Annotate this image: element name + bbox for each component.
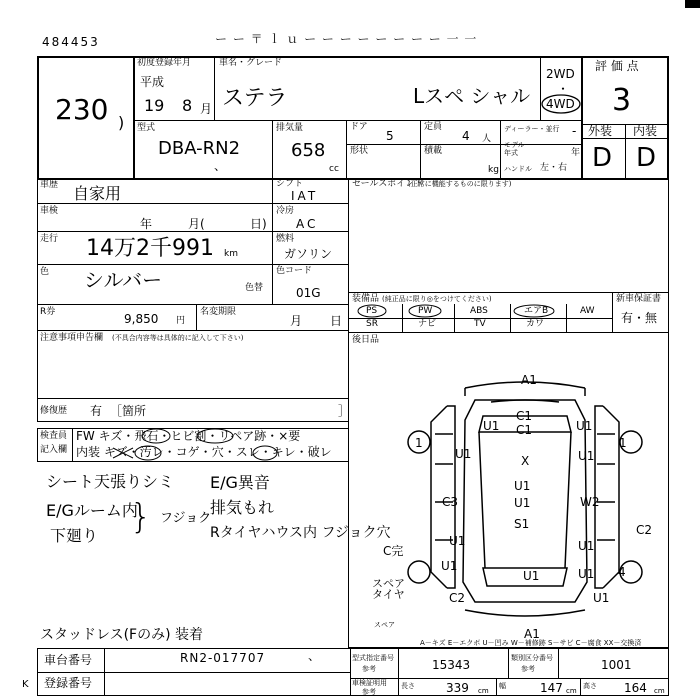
car-grade: Lスペ シャル (413, 84, 531, 108)
mark-left-fender: U1 (483, 419, 500, 433)
height-label: 高さ (583, 682, 597, 690)
first-reg-year: 19 (144, 96, 165, 115)
equipment-sub: (純正品に限り◎をつけてください) (382, 295, 492, 303)
equipment-circles (348, 303, 612, 319)
interior-grade: D (636, 143, 657, 173)
damage-legend: A－キズ E－エクボ U－凹み W－補修跡 S－サビ C－腐食 XX－交換済 (420, 639, 642, 647)
length-unit: cm (478, 687, 489, 695)
note-brace: } (130, 497, 152, 537)
notes-label: 注意事項申告欄 (40, 333, 104, 343)
color-code-value: 01G (296, 286, 321, 300)
score-label: 評 価 点 (595, 59, 639, 73)
inspector-row-1: FW キズ・飛石・ヒビ割・リペア跡・×要 (76, 429, 301, 443)
load-label: 積載 (424, 146, 443, 156)
equipment-label: 装備品 (352, 294, 380, 304)
name-change-day: 日 (330, 314, 343, 328)
width-value: 147 (540, 681, 563, 695)
mark-rear-window: U1 (523, 569, 540, 583)
equip-ps: PS (366, 306, 378, 316)
drive-2wd: 2WD (546, 67, 575, 81)
mark-left-rear-door: U1 (449, 534, 466, 548)
mileage-unit: km (224, 249, 238, 259)
lot-number: 230 (55, 93, 109, 126)
inspection-year: 年 (140, 217, 153, 231)
equip-airbag: エアB (524, 306, 549, 316)
equip-leather: カワ (526, 319, 545, 329)
exterior-label: 外装 (588, 124, 613, 138)
spare-label: スペア (374, 621, 395, 629)
corner-block (685, 0, 700, 8)
doors-label: ドア (350, 122, 368, 132)
equip-navi: ナビ (418, 319, 437, 329)
model-value: DBA-RN2 (158, 138, 241, 159)
model-label: 型式 (137, 123, 156, 133)
mark-rear-bumper: A1 (524, 627, 540, 641)
color-code-label: 色コード (276, 266, 313, 276)
inspector-label-2: 記入欄 (40, 445, 68, 455)
mark-left-quarter: U1 (441, 559, 458, 573)
displacement-unit: cc (329, 164, 339, 174)
aircon-label: 冷房 (276, 206, 295, 216)
model-tick: 、 (214, 159, 227, 173)
mark-hood-2: C1 (516, 423, 533, 437)
equip-sr: SR (366, 319, 378, 329)
inspection-label: 車検 (40, 206, 59, 216)
interior-label: 内装 (633, 124, 658, 138)
chassis-label: 車台番号 (44, 653, 93, 667)
width-unit: cm (566, 687, 577, 695)
mark-left-rear-corner: C2 (449, 591, 466, 605)
car-name-label: 車名・グレード (219, 58, 283, 68)
vehicle-info-block (37, 178, 349, 422)
class-cert-value: 1001 (601, 658, 632, 672)
inspection-day: 日) (250, 217, 267, 231)
note-seat-stain: シート天張りシミ (46, 472, 175, 491)
recycle-value: 9,850 (124, 312, 159, 326)
capacity-value: 4 (462, 129, 470, 143)
mileage-value: 14万2千991 (86, 236, 214, 261)
note-studless: スタッドレス(Fのみ) 装着 (40, 627, 204, 643)
color-value: シルバー (84, 268, 163, 292)
equip-tv: TV (474, 319, 486, 329)
name-change-label: 名変期限 (200, 307, 237, 317)
load-unit: kg (488, 165, 499, 175)
mark-roof-mid: U1 (514, 496, 531, 510)
repair-value: 有 (90, 404, 103, 418)
fuel-label: 燃料 (276, 234, 295, 244)
mark-right-door: W2 (580, 495, 600, 509)
first-reg-era: 平成 (140, 75, 165, 89)
recycle-unit: 円 (176, 316, 186, 326)
inspector-row-2: 内装 キズ・汚レ・コゲ・穴・スレ・キレ・破レ (76, 445, 332, 459)
width-label: 幅 (499, 682, 506, 690)
sheet-title-partial: ー ー 〒 ｌ ｕ ー ー ー ー ー ー ー ー 一 一 (215, 32, 478, 46)
length-value: 339 (446, 681, 469, 695)
drive-dot: ・ (557, 82, 570, 96)
doors-value: 5 (386, 129, 394, 143)
corner-mark: K (22, 679, 29, 690)
lot-mark: ) (118, 113, 125, 132)
history-label: 車歴 (40, 180, 59, 190)
equip-aw: AW (580, 306, 595, 316)
first-reg-month-unit: 月 (200, 102, 213, 116)
mark-right-rear-wheel: 4 (618, 565, 626, 579)
class-cert-sub: 参考 (521, 665, 535, 673)
mark-left-rear-corrosion: C完 (383, 544, 404, 558)
mark-right-front-wheel: 1 (619, 436, 627, 450)
class-cert-label: 類別区分番号 (511, 654, 553, 662)
sales-points-label: セールスポイント (352, 179, 424, 189)
recycle-label: R券 (40, 307, 56, 317)
later-fit-label: 後日品 (352, 335, 380, 345)
doc-label: 車検証明用 (352, 679, 387, 687)
note-corrosion: フジョク (160, 511, 212, 526)
handle-label: ハンドル (504, 165, 532, 173)
type-cert-label: 型式指定番号 (352, 654, 394, 662)
equip-pw: PW (418, 306, 433, 316)
dealer-label: ディーラー・並行 (504, 125, 560, 133)
mark-left-front-side: U1 (455, 447, 472, 461)
handle-value: 左・右 (540, 163, 568, 173)
mark-right-front-side: U1 (578, 449, 595, 463)
note-rear-tire-house: Rタイヤハウス内 フジョク穴 (210, 525, 391, 541)
warranty-value: 有・無 (621, 311, 658, 325)
mark-windshield: X (521, 454, 530, 468)
mark-right-rear-door: U1 (578, 539, 595, 553)
mark-right-quarter: U1 (578, 567, 595, 581)
mark-roof-front: U1 (514, 479, 531, 493)
first-reg-month: 8 (182, 96, 193, 115)
car-name: ステラ (222, 86, 288, 111)
mark-front-bumper: A1 (521, 373, 537, 387)
chassis-number: RN2-017707 (180, 651, 266, 665)
mileage-label: 走行 (40, 234, 59, 244)
inspector-label-1: 検査員 (40, 431, 68, 441)
drive-4wd: 4WD (546, 97, 575, 111)
fuel-value: ガソリン (284, 247, 333, 261)
type-cert-sub: 参考 (362, 665, 376, 673)
dealer-value: - (572, 124, 577, 138)
first-reg-label: 初度登録年月 (137, 58, 192, 68)
drive-4wd-circle (539, 93, 583, 115)
type-cert-value: 15343 (432, 658, 471, 672)
mark-left-door: C3 (442, 495, 459, 509)
shift-label: シフト (276, 179, 304, 189)
displacement-value: 658 (291, 140, 326, 161)
shape-label: 形状 (350, 146, 369, 156)
note-exhaust-leak: 排気もれ (210, 498, 275, 517)
aircon-value: AC (296, 217, 319, 231)
mark-hood-1: C1 (516, 409, 533, 423)
height-unit: cm (654, 687, 665, 695)
equip-abs: ABS (470, 306, 488, 316)
height-value: 164 (624, 681, 647, 695)
mark-right-side: C2 (636, 523, 653, 537)
name-change-month: 月 (290, 314, 303, 328)
note-eg-noise: E/G異音 (210, 473, 270, 492)
note-underbody: 下廻り (50, 526, 99, 545)
chassis-tick: 、 (308, 649, 321, 663)
note-eg-room: E/Gルーム内 (46, 501, 138, 520)
exterior-grade: D (592, 143, 613, 173)
color-label: 色 (40, 267, 50, 277)
shift-value: IAT (291, 189, 319, 203)
warranty-label: 新車保証書 (616, 294, 662, 304)
registration-label: 登録番号 (44, 676, 93, 690)
repair-bracket: ［箇所 (110, 404, 147, 418)
history-value: 自家用 (73, 184, 122, 203)
model-year-unit: 年 (571, 148, 581, 158)
model-year-label: モデル 年式 (504, 141, 525, 157)
capacity-unit: 人 (482, 134, 492, 144)
repair-end: ］ (338, 404, 351, 418)
displacement-label: 排気量 (276, 123, 304, 133)
inspector-circles (37, 428, 349, 462)
inspection-month: 月( (188, 217, 205, 231)
doc-sub: 参考 (362, 688, 376, 696)
mark-right-fender: U1 (576, 419, 593, 433)
mark-right-rear-corner: U1 (593, 591, 610, 605)
notes-sub: (不具合内容等は具体的に記入して下さい) (112, 334, 244, 342)
sales-points-sub: (正常に機能するものに限ります) (408, 180, 512, 188)
spare-tire-note: スペア タイヤ (372, 577, 405, 601)
serial-number: 484453 (42, 35, 100, 49)
color-change-label: 色替 (245, 283, 264, 293)
score-value: 3 (612, 83, 632, 118)
capacity-label: 定員 (424, 122, 443, 132)
length-label: 長さ (401, 682, 415, 690)
mark-roof-rear: S1 (514, 517, 530, 531)
mark-left-front-wheel: 1 (415, 436, 423, 450)
repair-label: 修復歴 (40, 406, 68, 416)
